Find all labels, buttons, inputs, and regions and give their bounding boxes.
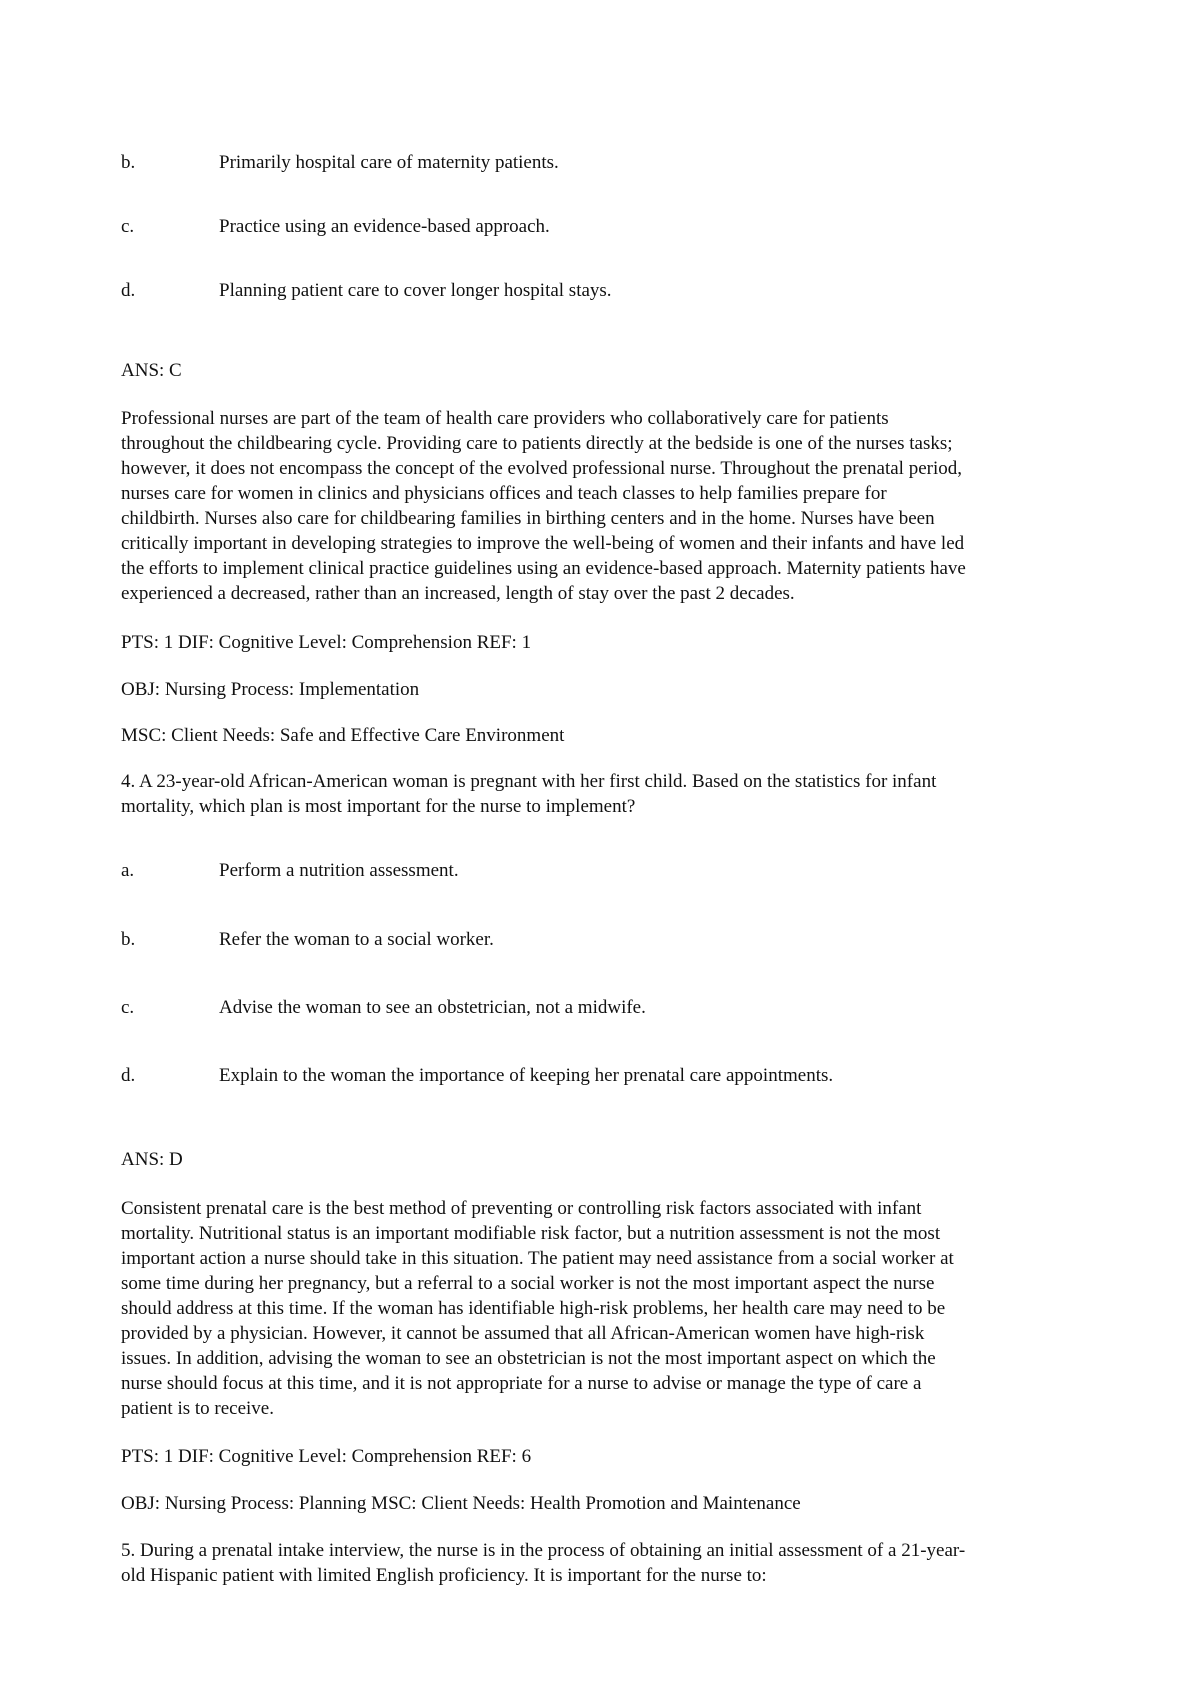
option-text: Explain to the woman the importance of keeping her prenatal care appointments.	[219, 1065, 834, 1086]
q4-option-a	[121, 858, 1071, 884]
rationale-line: provided by a physician. However, it cannot be assumed that all African-American women have high-risk	[121, 1323, 925, 1344]
option-text: Primarily hospital care of maternity patients.	[219, 152, 559, 173]
stem-line: 4. A 23-year-old African-American woman is pregnant with her first child. Based on the statistics for infant	[121, 771, 937, 792]
q4-option-c	[121, 995, 1071, 1021]
q4-option-d	[121, 1063, 1071, 1089]
option-text: Planning patient care to cover longer hospital stays.	[219, 280, 612, 301]
rationale-line: critically important in developing strategies to improve the well-being of women and their infants and have led	[121, 533, 965, 554]
option-letter: c.	[121, 997, 135, 1018]
rationale-line: Consistent prenatal care is the best method of preventing or controlling risk factors associated with infant	[121, 1198, 922, 1219]
q3-obj: OBJ: Nursing Process: Implementation	[121, 679, 420, 700]
q3-option-b	[121, 150, 1071, 176]
q4-pts: PTS: 1 DIF: Cognitive Level: Comprehension REF: 6	[121, 1446, 532, 1467]
q3-rationale	[121, 406, 1071, 606]
option-text: Advise the woman to see an obstetrician, not a midwife.	[219, 997, 646, 1018]
rationale-line: important action a nurse should take in this situation. The patient may need assistance from a social worker at	[121, 1248, 954, 1269]
q5-stem	[121, 1538, 1071, 1588]
rationale-line: should address at this time. If the woman has identifiable high-risk problems, her health care may need to be	[121, 1298, 946, 1319]
option-letter: d.	[121, 1065, 136, 1086]
option-letter: a.	[121, 860, 135, 881]
rationale-line: however, it does not encompass the concept of the evolved professional nurse. Throughout the prenatal period,	[121, 458, 962, 479]
q3-answer: ANS: C	[121, 360, 182, 381]
rationale-line: mortality. Nutritional status is an important modifiable risk factor, but a nutrition assessment is not the most	[121, 1223, 941, 1244]
rationale-line: issues. In addition, advising the woman to see an obstetrician is not the most important aspect on which the	[121, 1348, 936, 1369]
option-letter: c.	[121, 216, 135, 237]
option-text: Refer the woman to a social worker.	[219, 929, 494, 950]
q4-option-b	[121, 927, 1071, 953]
stem-line: 5. During a prenatal intake interview, the nurse is in the process of obtaining an initial assessment of a 21-year-	[121, 1540, 966, 1561]
q3-option-d	[121, 278, 1071, 304]
q4-answer: ANS: D	[121, 1149, 183, 1170]
q4-stem	[121, 769, 1071, 819]
option-letter: b.	[121, 929, 136, 950]
rationale-line: throughout the childbearing cycle. Providing care to patients directly at the bedside is one of the nurses tasks;	[121, 433, 953, 454]
q3-pts: PTS: 1 DIF: Cognitive Level: Comprehension REF: 1	[121, 632, 532, 653]
option-text: Perform a nutrition assessment.	[219, 860, 459, 881]
rationale-line: experienced a decreased, rather than an increased, length of stay over the past 2 decades.	[121, 583, 795, 604]
rationale-line: nurses care for women in clinics and physicians offices and teach classes to help families prepare for	[121, 483, 887, 504]
option-text: Practice using an evidence-based approach.	[219, 216, 550, 237]
q4-rationale	[121, 1196, 1071, 1421]
option-letter: d.	[121, 280, 136, 301]
stem-line: mortality, which plan is most important for the nurse to implement?	[121, 796, 636, 817]
q3-msc: MSC: Client Needs: Safe and Effective Care Environment	[121, 725, 565, 746]
rationale-line: childbirth. Nurses also care for childbearing families in birthing centers and in the home. Nurses have been	[121, 508, 935, 529]
rationale-line: nurse should focus at this time, and it is not appropriate for a nurse to advise or manage the type of care a	[121, 1373, 922, 1394]
q3-option-c	[121, 214, 1071, 240]
option-letter: b.	[121, 152, 136, 173]
rationale-line: Professional nurses are part of the team of health care providers who collaboratively care for patients	[121, 408, 889, 429]
stem-line: old Hispanic patient with limited English proficiency. It is important for the nurse to:	[121, 1565, 767, 1586]
rationale-line: patient is to receive.	[121, 1398, 274, 1419]
rationale-line: the efforts to implement clinical practice guidelines using an evidence-based approach. Maternity patients have	[121, 558, 966, 579]
q4-obj-msc: OBJ: Nursing Process: Planning MSC: Client Needs: Health Promotion and Maintenance	[121, 1493, 801, 1514]
rationale-line: some time during her pregnancy, but a referral to a social worker is not the most important aspect the nurse	[121, 1273, 935, 1294]
